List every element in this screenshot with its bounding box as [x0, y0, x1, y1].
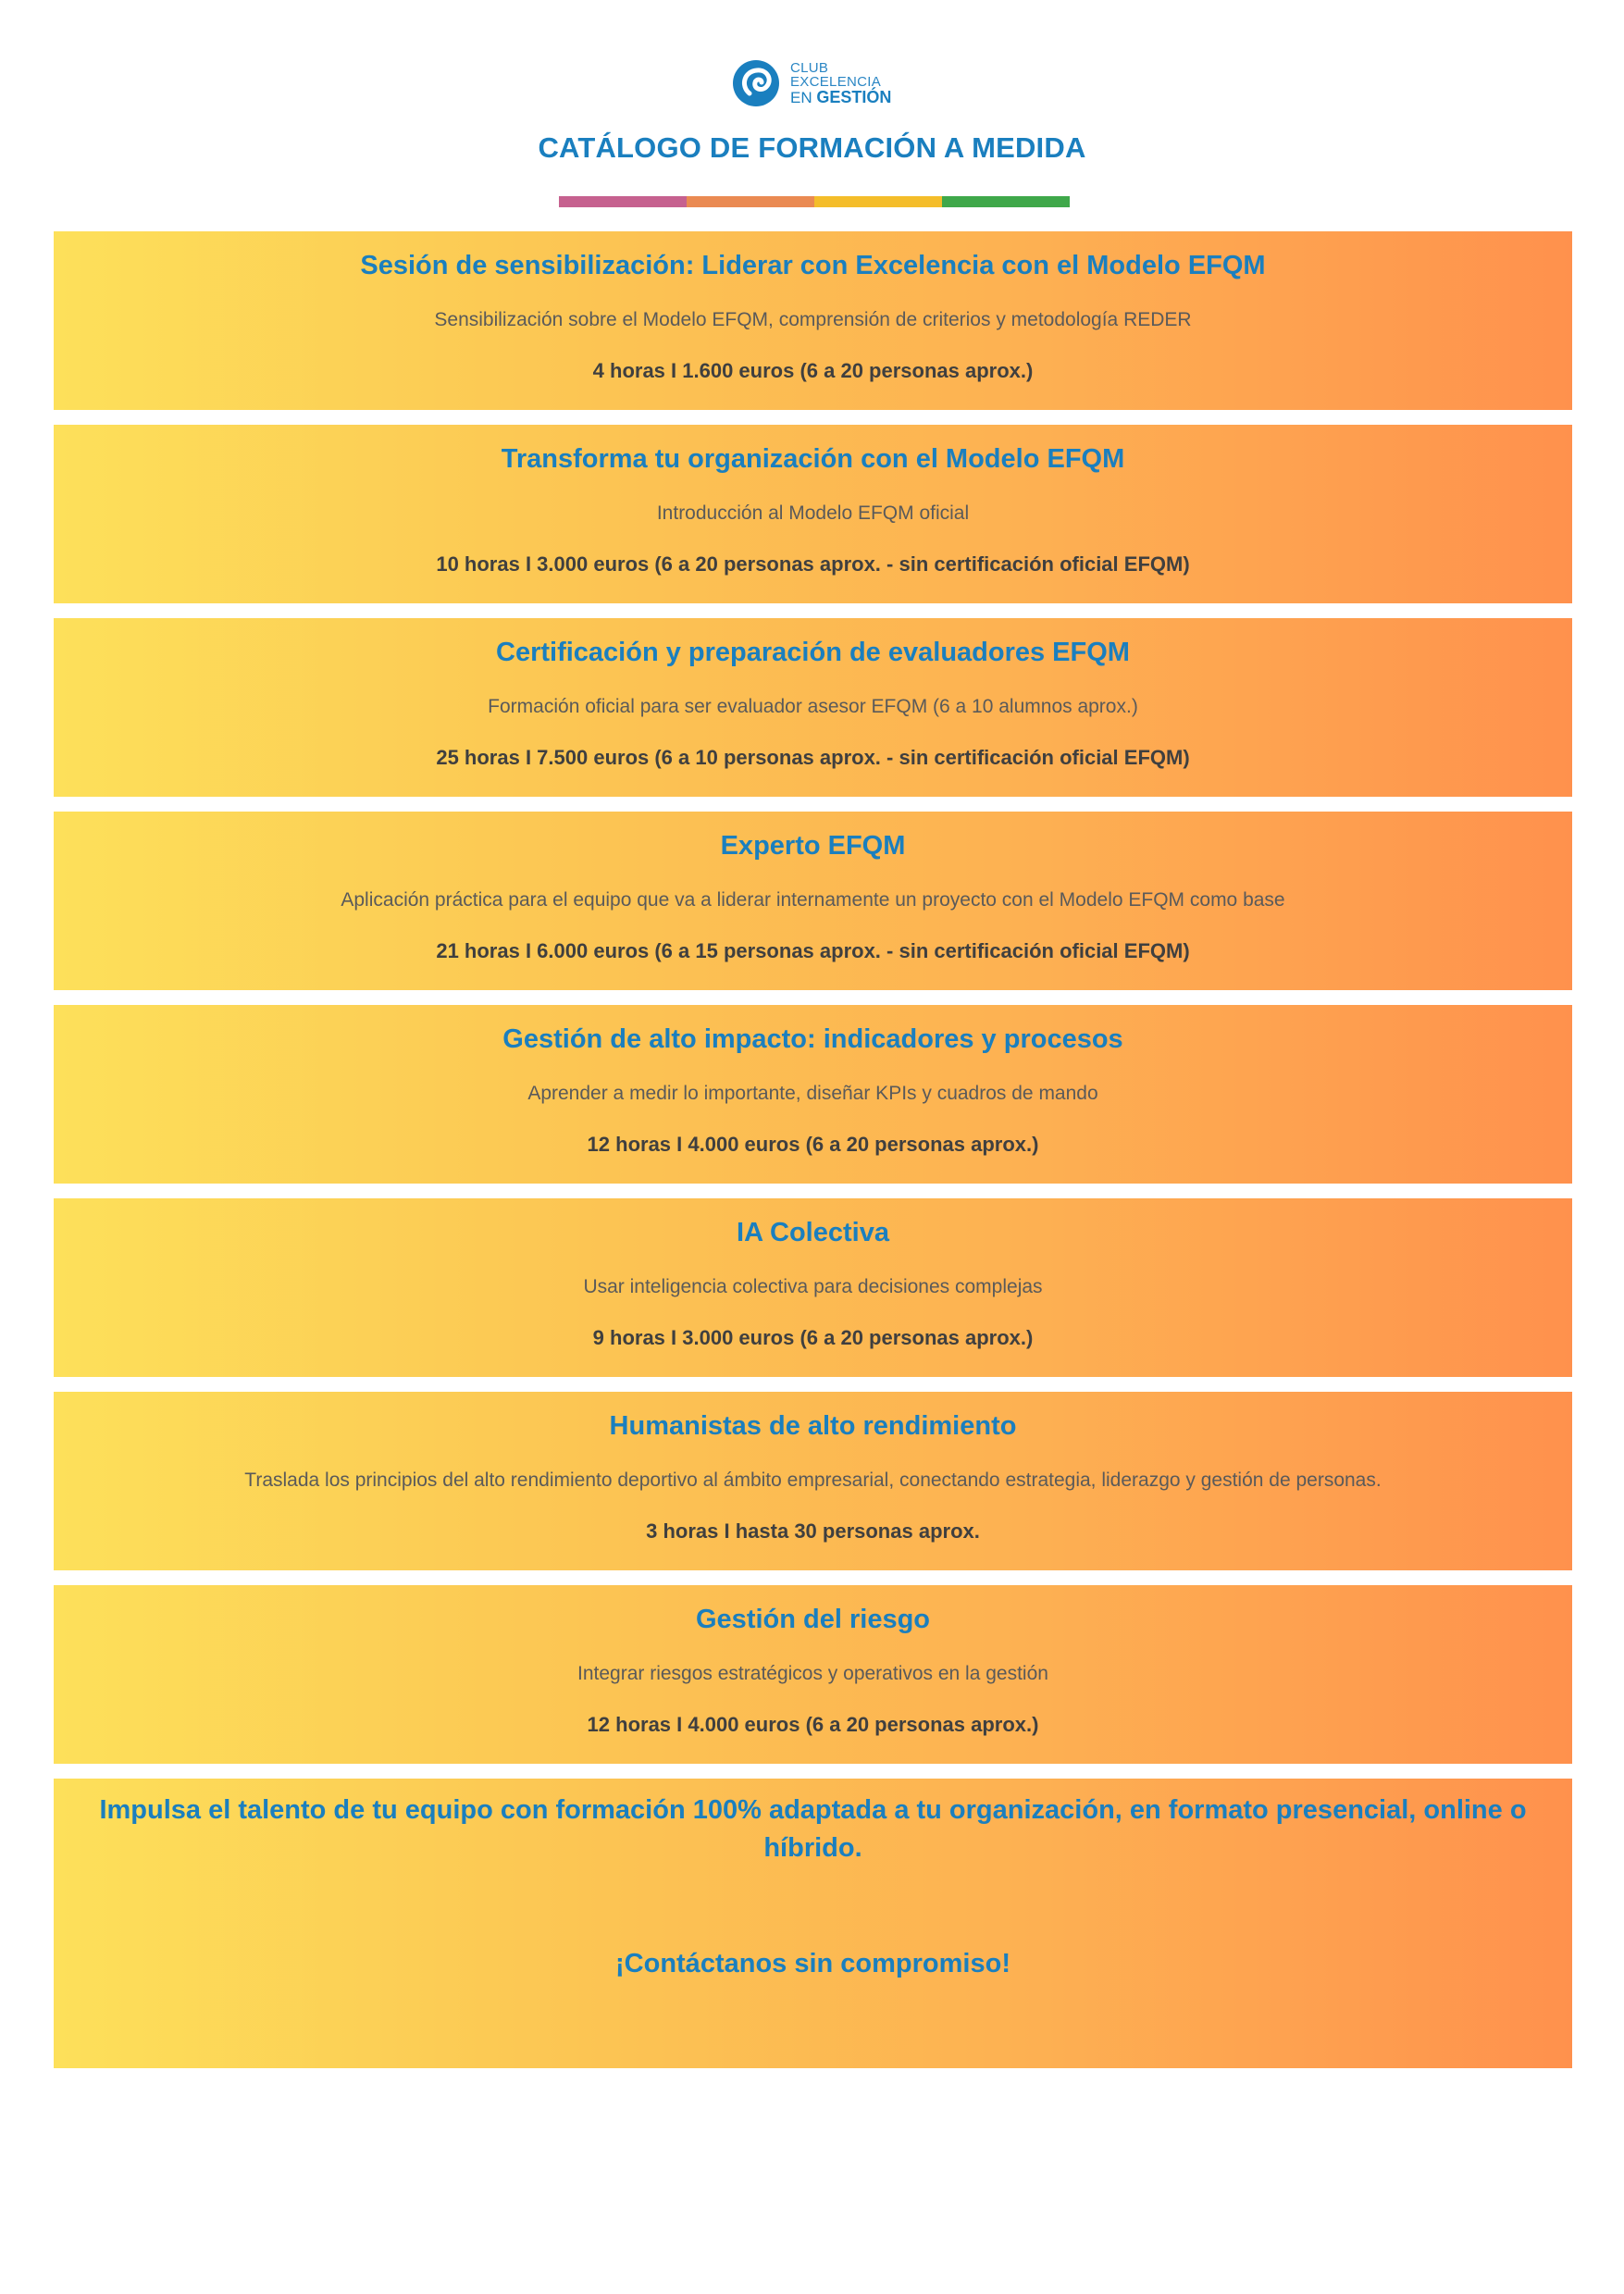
course-hours-price: 9 horas I 3.000 euros (6 a 20 personas aprox.) [592, 1325, 1034, 1349]
course-card [54, 812, 1572, 990]
logo-line-3-bold: GESTIÓN [816, 88, 892, 106]
logo-line-3 [790, 89, 891, 105]
course-title: Sesión de sensibilización: Liderar con Excelencia con el Modelo EFQM [360, 251, 1266, 280]
page-title: CATÁLOGO DE FORMACIÓN A MEDIDA [538, 131, 1086, 164]
course-card [54, 1392, 1572, 1570]
club-excelencia-logo [731, 56, 898, 111]
course-card [54, 1005, 1572, 1184]
course-title: Humanistas de alto rendimiento [609, 1411, 1017, 1441]
course-card [54, 231, 1572, 410]
logo-line-3-prefix: EN [790, 89, 817, 106]
course-card [54, 618, 1572, 797]
color-bar-segment [942, 196, 1070, 207]
course-description: Aplicación práctica para el equipo que va a liderar internamente un proyecto con el Modelo EFQM como base [341, 888, 1285, 911]
course-title: Transforma tu organización con el Modelo EFQM [501, 444, 1125, 474]
course-list [54, 231, 1572, 2068]
course-hours-price: 10 horas I 3.000 euros (6 a 20 personas aprox. - sin certificación oficial EFQM) [436, 552, 1190, 576]
course-hours-price: 25 horas I 7.500 euros (6 a 10 personas aprox. - sin certificación oficial EFQM) [436, 745, 1190, 769]
course-title: Gestión de alto impacto: indicadores y procesos [502, 1024, 1123, 1054]
course-title: IA Colectiva [737, 1218, 889, 1247]
course-title: Gestión del riesgo [696, 1605, 930, 1634]
course-description: Sensibilización sobre el Modelo EFQM, comprensión de criterios y metodología REDER [434, 308, 1192, 330]
course-hours-price: 12 horas I 4.000 euros (6 a 20 personas aprox.) [587, 1132, 1039, 1156]
course-hours-price: 4 horas I 1.600 euros (6 a 20 personas aprox.) [592, 358, 1034, 382]
color-bar-segment [814, 196, 942, 207]
course-card [54, 1198, 1572, 1377]
course-description: Introducción al Modelo EFQM oficial [656, 502, 970, 524]
course-hours-price: 12 horas I 4.000 euros (6 a 20 personas aprox.) [587, 1712, 1039, 1736]
logo-mark-icon [731, 58, 781, 108]
course-description: Aprender a medir lo importante, diseñar KPIs y cuadros de mando [527, 1082, 1098, 1104]
course-description: Usar inteligencia colectiva para decisiones complejas [583, 1275, 1043, 1297]
course-description: Traslada los principios del alto rendimiento deportivo al ámbito empresarial, conectando estrategia, liderazgo y gestión de personas. [244, 1469, 1382, 1491]
course-card [54, 425, 1572, 603]
color-bar-segment [687, 196, 814, 207]
cta-block [54, 1779, 1572, 2068]
course-title: Certificación y preparación de evaluadores EFQM [496, 638, 1130, 667]
logo-line-2: EXCELENCIA [790, 74, 882, 90]
course-description: Integrar riesgos estratégicos y operativos en la gestión [577, 1662, 1048, 1684]
course-hours-price: 3 horas I hasta 30 personas aprox. [646, 1519, 980, 1543]
color-bar-segment [559, 196, 687, 207]
cta-contact: ¡Contáctanos sin compromiso! [615, 1949, 1010, 1979]
color-bar-divider [559, 196, 1070, 207]
cta-text: Impulsa el talento de tu equipo con formación 100% adaptada a tu organización, en formato presencial, online o híbrido. [99, 1795, 1527, 1864]
course-description: Formación oficial para ser evaluador asesor EFQM (6 a 10 alumnos aprox.) [488, 695, 1138, 717]
course-card [54, 1585, 1572, 1764]
course-hours-price: 21 horas I 6.000 euros (6 a 15 personas aprox. - sin certificación oficial EFQM) [436, 938, 1190, 962]
logo-line-1: CLUB [790, 60, 829, 76]
course-title: Experto EFQM [720, 831, 906, 861]
logo-wordmark [790, 61, 891, 105]
